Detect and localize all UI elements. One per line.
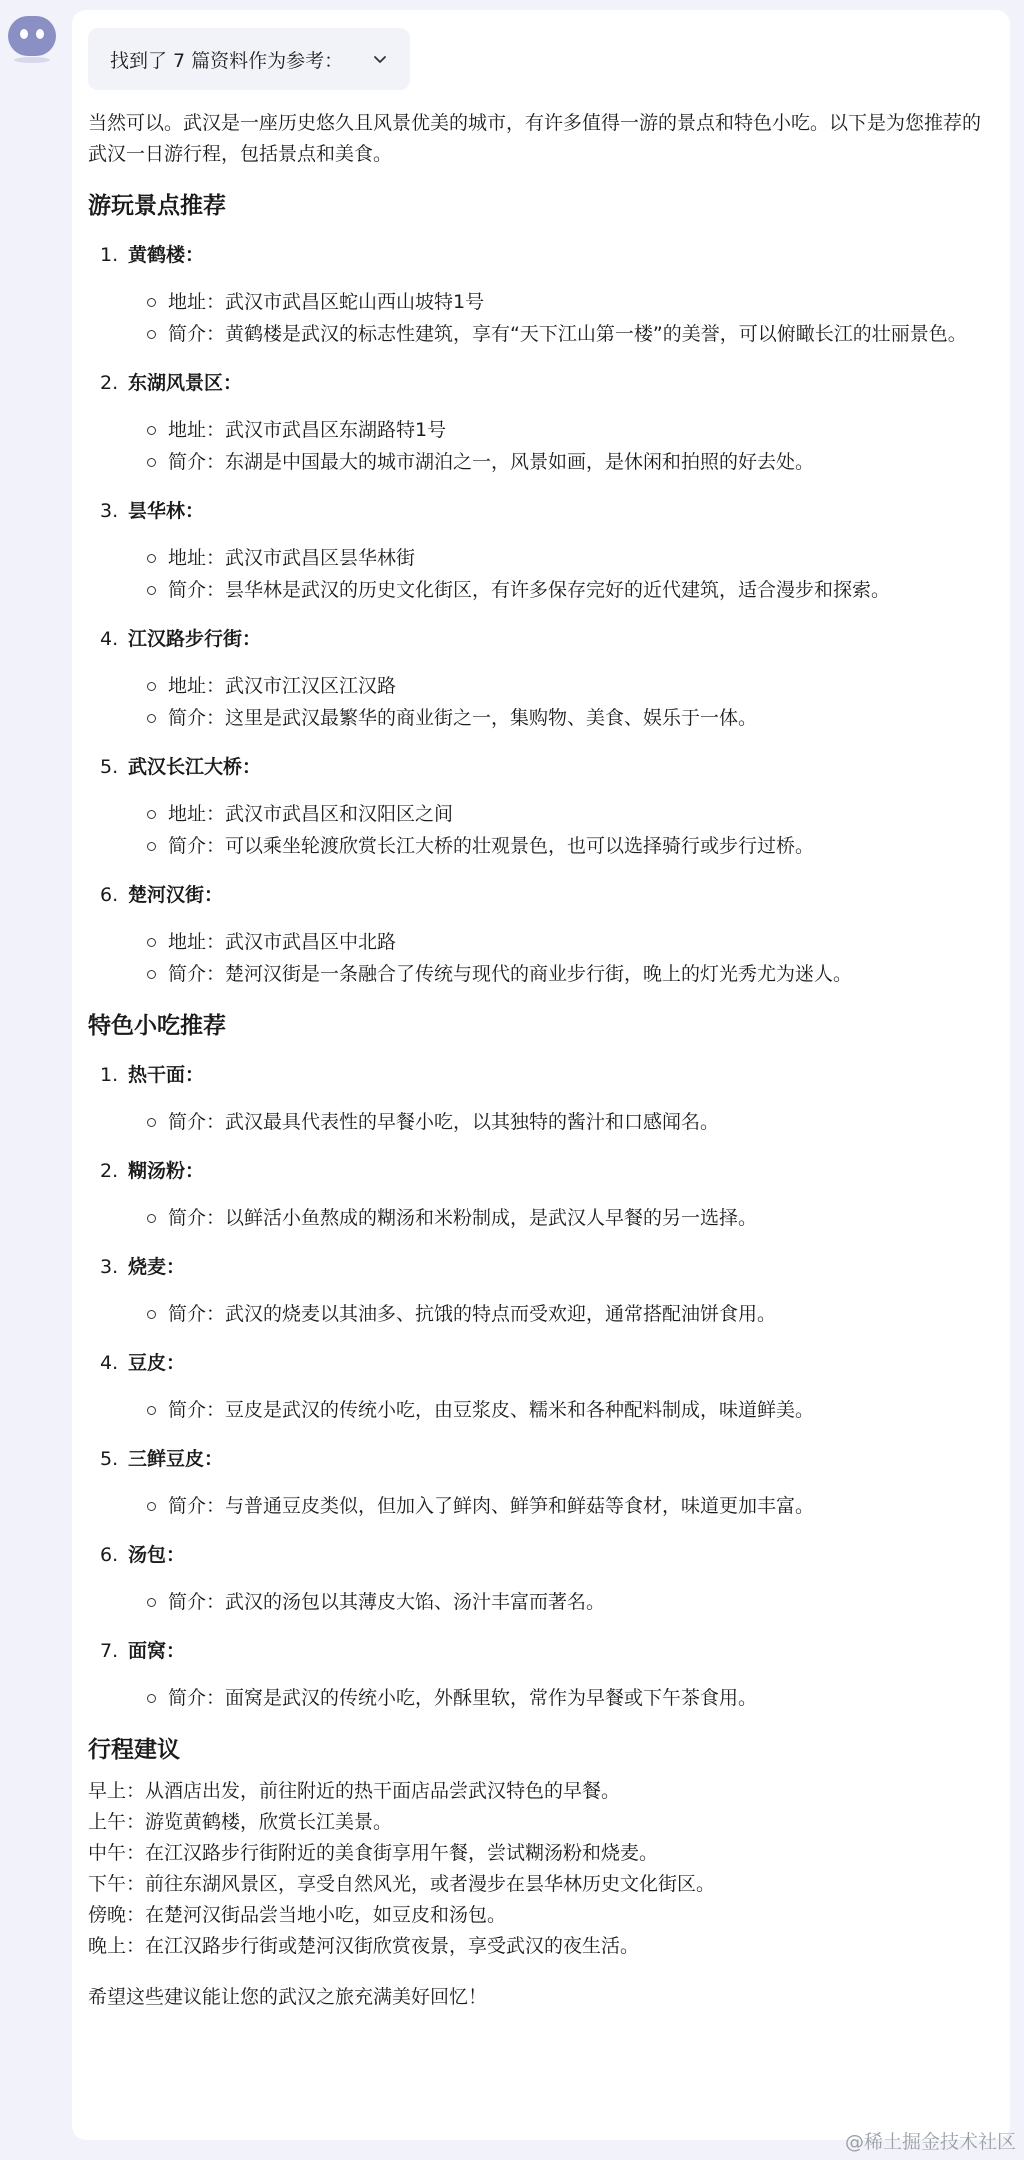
item-details — [88, 1202, 988, 1234]
item-number: 4. — [100, 628, 119, 650]
snacks-heading: 特色小吃推荐 — [88, 1013, 226, 1039]
snacks-list — [88, 1060, 988, 1734]
detail-line: 地址：武汉市武昌区和汉阳区之间 — [88, 798, 988, 830]
numbered-item — [88, 1156, 988, 1234]
numbered-item — [88, 880, 988, 990]
itinerary-line: 下午：前往东湖风景区，享受自然风光，或者漫步在昙华林历史文化街区。 — [88, 1873, 716, 1895]
detail-line: 简介：东湖是中国最大的城市湖泊之一，风景如画，是休闲和拍照的好去处。 — [88, 446, 988, 478]
chevron-down-icon[interactable] — [372, 51, 388, 67]
numbered-item — [88, 1348, 988, 1426]
item-name: 热干面： — [128, 1064, 205, 1086]
intro-paragraph: 当然可以。武汉是一座历史悠久且风景优美的城市，有许多值得一游的景点和特色小吃。以下是为您推荐的武汉一日游行程，包括景点和美食。 — [88, 112, 982, 165]
item-name: 武汉长江大桥： — [128, 756, 262, 778]
detail-line: 简介：豆皮是武汉的传统小吃，由豆浆皮、糯米和各种配料制成，味道鲜美。 — [88, 1394, 988, 1426]
item-details — [88, 286, 988, 350]
numbered-item — [88, 1540, 988, 1618]
item-title — [88, 1348, 988, 1378]
detail-line: 简介：黄鹤楼是武汉的标志性建筑，享有“天下江山第一楼”的美誉，可以俯瞰长江的壮丽景色。 — [88, 318, 988, 350]
item-number: 3. — [100, 1256, 119, 1278]
item-name: 面窝： — [128, 1640, 186, 1662]
item-title — [88, 752, 988, 782]
detail-line: 地址：武汉市武昌区东湖路特1号 — [88, 414, 988, 446]
detail-line: 简介：面窝是武汉的传统小吃，外酥里软，常作为早餐或下午茶食用。 — [88, 1682, 988, 1714]
item-title — [88, 1636, 988, 1666]
numbered-item — [88, 1444, 988, 1522]
item-title — [88, 1444, 988, 1474]
itinerary-line: 中午：在江汉路步行街附近的美食街享用午餐，尝试糊汤粉和烧麦。 — [88, 1842, 659, 1864]
item-name: 楚河汉街： — [128, 884, 224, 906]
item-number: 2. — [100, 372, 119, 394]
detail-line: 简介：武汉的汤包以其薄皮大馅、汤汁丰富而著名。 — [88, 1586, 988, 1618]
item-title — [88, 240, 988, 270]
sources-label: 找到了 7 篇资料作为参考： — [110, 49, 344, 72]
assistant-avatar — [6, 14, 58, 64]
item-title — [88, 880, 988, 910]
item-details — [88, 1586, 988, 1618]
item-number: 2. — [100, 1160, 119, 1182]
attractions-heading: 游玩景点推荐 — [88, 193, 226, 219]
detail-line: 地址：武汉市武昌区蛇山西山坡特1号 — [88, 286, 988, 318]
item-title — [88, 368, 988, 398]
itinerary-line: 早上：从酒店出发，前往附近的热干面店品尝武汉特色的早餐。 — [88, 1780, 621, 1802]
itinerary-heading: 行程建议 — [88, 1737, 180, 1763]
item-details — [88, 414, 988, 478]
assistant-message-card — [72, 10, 1010, 2140]
attractions-list — [88, 240, 988, 1010]
item-number: 1. — [100, 1064, 119, 1086]
item-name: 糊汤粉： — [128, 1160, 205, 1182]
item-number: 5. — [100, 1448, 119, 1470]
itinerary-list — [88, 1776, 988, 1962]
item-number: 1. — [100, 244, 119, 266]
detail-line: 简介：昙华林是武汉的历史文化街区，有许多保存完好的近代建筑，适合漫步和探索。 — [88, 574, 988, 606]
itinerary-line: 晚上：在江汉路步行街或楚河汉街欣赏夜景，享受武汉的夜生活。 — [88, 1935, 640, 1957]
item-number: 6. — [100, 884, 119, 906]
item-details — [88, 1490, 988, 1522]
sources-dropdown[interactable] — [88, 28, 410, 90]
robot-face-icon — [6, 14, 58, 64]
item-title — [88, 1252, 988, 1282]
item-number: 5. — [100, 756, 119, 778]
detail-line: 简介：以鲜活小鱼熬成的糊汤和米粉制成，是武汉人早餐的另一选择。 — [88, 1202, 988, 1234]
numbered-item — [88, 1636, 988, 1714]
numbered-item — [88, 368, 988, 478]
detail-line: 简介：武汉的烧麦以其油多、抗饿的特点而受欢迎，通常搭配油饼食用。 — [88, 1298, 988, 1330]
detail-line: 地址：武汉市武昌区中北路 — [88, 926, 988, 958]
item-name: 昙华林： — [128, 500, 205, 522]
item-number: 3. — [100, 500, 119, 522]
detail-line: 简介：这里是武汉最繁华的商业街之一，集购物、美食、娱乐于一体。 — [88, 702, 988, 734]
closing-paragraph: 希望这些建议能让您的武汉之旅充满美好回忆！ — [88, 1986, 488, 2008]
item-details — [88, 542, 988, 606]
watermark: @稀土掘金技术社区 — [844, 2131, 1016, 2153]
item-details — [88, 1106, 988, 1138]
itinerary-line: 上午：游览黄鹤楼，欣赏长江美景。 — [88, 1811, 393, 1833]
item-details — [88, 1682, 988, 1714]
item-details — [88, 798, 988, 862]
item-number: 6. — [100, 1544, 119, 1566]
item-name: 汤包： — [128, 1544, 186, 1566]
detail-line: 简介：与普通豆皮类似，但加入了鲜肉、鲜笋和鲜菇等食材，味道更加丰富。 — [88, 1490, 988, 1522]
detail-line: 简介：楚河汉街是一条融合了传统与现代的商业步行街，晚上的灯光秀尤为迷人。 — [88, 958, 988, 990]
item-title — [88, 1156, 988, 1186]
item-title — [88, 1060, 988, 1090]
item-title — [88, 496, 988, 526]
message-content — [88, 108, 988, 2013]
itinerary-line: 傍晚：在楚河汉街品尝当地小吃，如豆皮和汤包。 — [88, 1904, 507, 1926]
item-title — [88, 624, 988, 654]
item-name: 东湖风景区： — [128, 372, 243, 394]
item-name: 烧麦： — [128, 1256, 186, 1278]
item-title — [88, 1540, 988, 1570]
item-details — [88, 1298, 988, 1330]
detail-line: 简介：武汉最具代表性的早餐小吃，以其独特的酱汁和口感闻名。 — [88, 1106, 988, 1138]
item-name: 黄鹤楼： — [128, 244, 205, 266]
numbered-item — [88, 496, 988, 606]
detail-line: 地址：武汉市江汉区江汉路 — [88, 670, 988, 702]
item-number: 7. — [100, 1640, 119, 1662]
detail-line: 简介：可以乘坐轮渡欣赏长江大桥的壮观景色，也可以选择骑行或步行过桥。 — [88, 830, 988, 862]
item-details — [88, 670, 988, 734]
item-details — [88, 1394, 988, 1426]
item-details — [88, 926, 988, 990]
item-number: 4. — [100, 1352, 119, 1374]
item-name: 三鲜豆皮： — [128, 1448, 224, 1470]
item-name: 江汉路步行街： — [128, 628, 262, 650]
numbered-item — [88, 1252, 988, 1330]
item-name: 豆皮： — [128, 1352, 186, 1374]
detail-line: 地址：武汉市武昌区昙华林街 — [88, 542, 988, 574]
numbered-item — [88, 1060, 988, 1138]
numbered-item — [88, 752, 988, 862]
numbered-item — [88, 240, 988, 350]
numbered-item — [88, 624, 988, 734]
